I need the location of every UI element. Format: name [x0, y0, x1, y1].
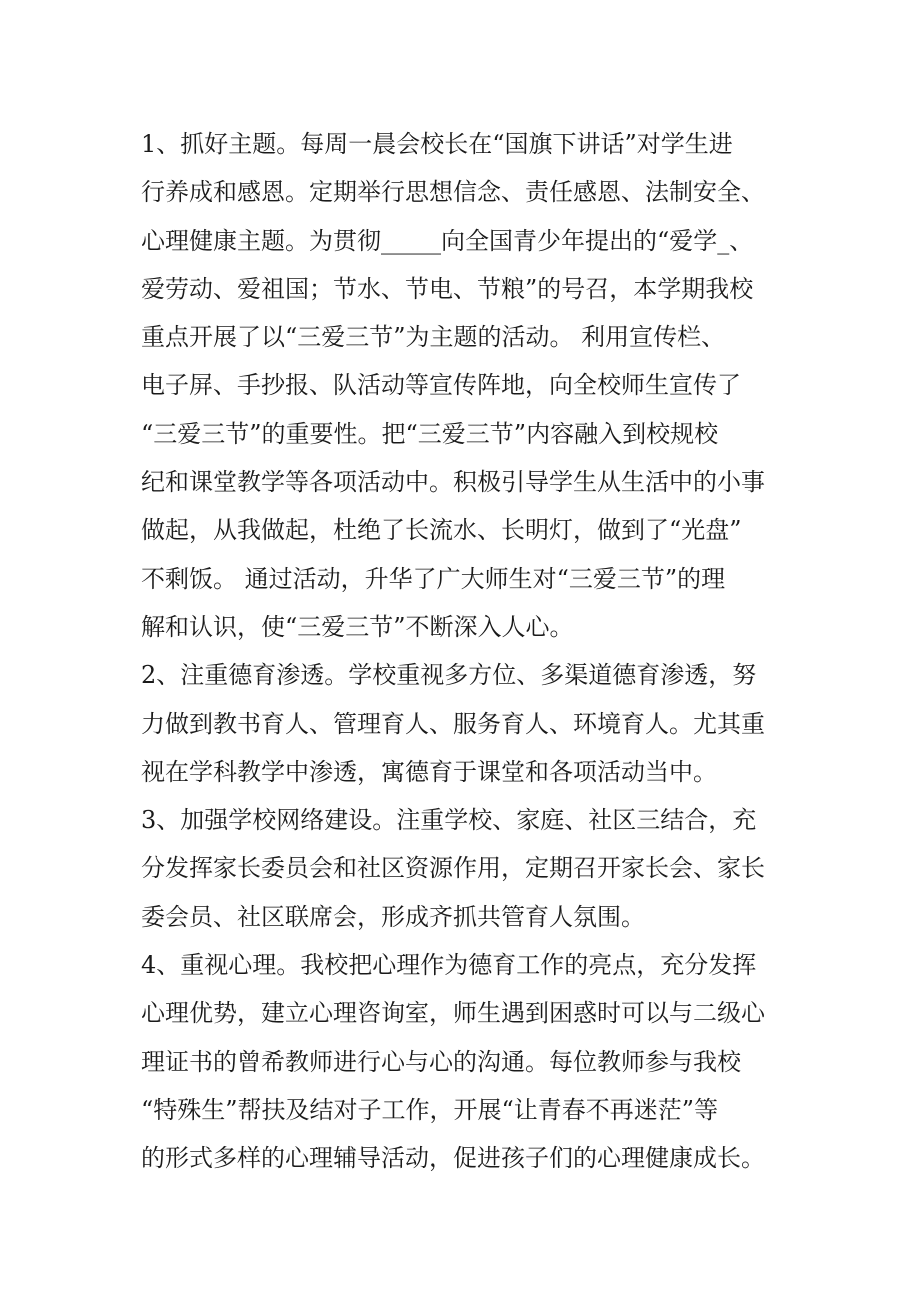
text-line: 委会员、社区联席会，形成齐抓共管育人氛围。 — [141, 902, 645, 931]
text-line: 解和认识，使“三爱三节”不断深入人心。 — [141, 612, 574, 641]
text-line: 理证书的曾希教师进行心与心的沟通。每位教师参与我校 — [141, 1047, 741, 1076]
text-line: 2、注重德育渗透。学校重视多方位、多渠道德育渗透，努 — [141, 661, 757, 690]
text-line: 电子屏、手抄报、队活动等宣传阵地，向全校师生宣传了 — [141, 371, 741, 400]
text-line: 分发挥家长委员会和社区资源作用，定期召开家长会、家长 — [141, 854, 765, 883]
text-line: 心理优势，建立心理咨询室，师生遇到困惑时可以与二级心 — [141, 999, 765, 1028]
text-line: 的形式多样的心理辅导活动，促进孩子们的心理健康成长。 — [141, 1144, 765, 1173]
text-line: 纪和课堂教学等各项活动中。积极引导学生从生活中的小事 — [141, 468, 765, 497]
text-line: 心理健康主题。为贯彻_____向全国青少年提出的“爱学_、 — [141, 226, 754, 255]
text-line: 3、加强学校网络建设。注重学校、家庭、社区三结合，充 — [141, 806, 757, 835]
text-line: 做起，从我做起，杜绝了长流水、长明灯，做到了“光盘” — [141, 516, 742, 545]
text-line: “三爱三节”的重要性。把“三爱三节”内容融入到校规校 — [141, 419, 719, 448]
text-line: 视在学科教学中渗透，寓德育于课堂和各项活动当中。 — [141, 757, 717, 786]
text-line: 重点开展了以“三爱三节”为主题的活动。 利用宣传栏、 — [141, 323, 726, 352]
document-body — [141, 120, 841, 1183]
text-line: 不剩饭。 通过活动，升华了广大师生对“三爱三节”的理 — [141, 564, 726, 593]
text-line: 4、重视心理。我校把心理作为德育工作的亮点，充分发挥 — [141, 951, 757, 980]
text-line: “特殊生”帮扶及结对子工作，开展“让青春不再迷茫”等 — [141, 1095, 719, 1124]
text-line: 力做到教书育人、管理育人、服务育人、环境育人。尤其重 — [141, 709, 765, 738]
text-line: 1、抓好主题。每周一晨会校长在“国旗下讲话”对学生进 — [141, 130, 733, 158]
text-line: 行养成和感恩。定期举行思想信念、责任感恩、法制安全、 — [141, 178, 765, 207]
text-line: 爱劳动、爱祖国；节水、节电、节粮”的号召，本学期我校 — [141, 274, 754, 303]
